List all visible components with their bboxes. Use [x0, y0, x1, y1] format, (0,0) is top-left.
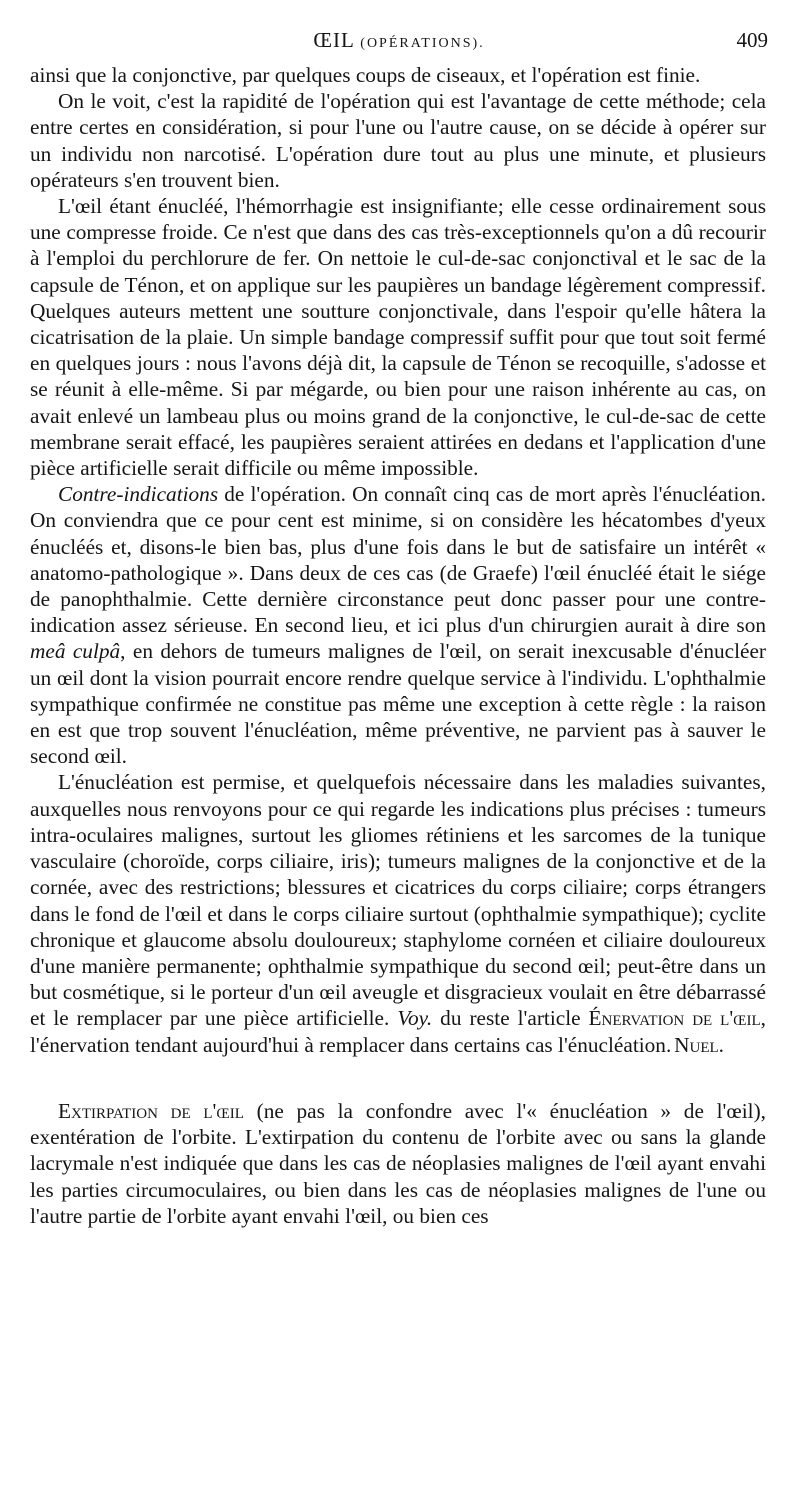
paragraph-rapidity: On le voit, c'est la rapidité de l'opération qui est l'avantage de cette méthode; cela entre certes en considération, si pour l'une ou l'autre cause, on se décide à opérer sur un individu non narcotisé. L'opération dure tout au plus une minute, et plusieurs opérateurs s'en trouvent bien.	[30, 89, 766, 192]
paragraph-extirpation	[30, 1098, 766, 1229]
page-number: 409	[736, 28, 768, 52]
extirpation-heading: Extirpation de l'œil	[58, 1098, 244, 1123]
author-signature: Nuel.	[674, 1032, 724, 1057]
indications-text-b: du reste l'article	[432, 1006, 589, 1031]
contraindications-text-b: , en dehors de tumeurs malignes de l'œil, on serait inexcusable d'énucléer un œil dont la vision pourrait encore rendre quelque service à l'individu. L'ophthalmie sympathique confirmée ne constitue pas même une exception à cette règle : la raison en est que trop souvent l'énucléation, même préventive, ne parvient pas à sauver le second œil.	[30, 639, 766, 769]
running-title	[30, 28, 768, 53]
contraindications-heading: Contre-indications	[58, 482, 219, 507]
running-title-sub: (OPÉRATIONS).	[360, 36, 485, 51]
paragraph-hemorrhage: L'œil étant énucléé, l'hémorrhagie est insignifiante; elle cesse ordinairement sous une compresse froide. Ce n'est que dans des cas très-exceptionnels qu'on a dû recourir à l'emploi du perchlorure de fer. On nettoie le cul-de-sac conjonctival et le sac de la capsule de Ténon, et on applique sur les paupières un bandage légèrement compressif. Quelques auteurs mettent une soutture conjonctivale, dans l'espoir qu'elle hâtera la cicatrisation de la plaie. Un simple bandage compressif suffit pour que tout soit fermé en quelques jours : nous l'avons déjà dit, la capsule de Ténon se recoquille, s'adosse et se réunit à elle-même. Si par mégarde, ou bien pour une raison inhérente au cas, on avait enlevé un lambeau plus ou moins grand de la conjonctive, le cul-de-sac de cette membrane serait effacé, les paupières seraient attirées en dedans et l'application d'une pièce artificielle serait difficile ou même impossible.	[30, 194, 766, 481]
text-body	[30, 62, 766, 1229]
enervation-reference: Énervation de l'œil	[588, 1006, 761, 1031]
contraindications-text-a: de l'opération. On connaît cinq cas de mort après l'énucléation. On conviendra que ce pour cent est minime, si on considère les hécatombes d'yeux énucléés et, disons-le bien bas, plus d'une fois dans le but de satisfaire un intérêt « anatomo-pathologique ». Dans deux de ces cas (de Graefe) l'œil énucléé était le siége de panophthalmie. Cette dernière circonstance peut donc passer pour une contre-indication assez sérieuse. En second lieu, et ici plus d'un chirurgien aurait à dire son	[30, 482, 766, 638]
extirpation-text: (ne pas la confondre avec l'« énucléation » de l'œil), exentération de l'orbite. L'extirpation du contenu de l'orbite avec ou sans la glande lacrymale n'est indiquée que dans les cas de néoplasies malignes de l'œil ayant envahi les parties circumoculaires, ou bien dans les cas de néoplasies malignes de l'une ou l'autre partie de l'orbite ayant envahi l'œil, ou bien ces	[30, 1098, 766, 1228]
indications-text-a: L'énucléation est permise, et quelquefois nécessaire dans les maladies suivantes, auxquelles nous renvoyons pour ce qui regarde les indications plus précises : tumeurs intra-oculaires malignes, surtout les gliomes rétiniens et les sarcomes de la tunique vasculaire (choroïde, corps ciliaire, iris); tumeurs malignes de la conjonctive et de la cornée, avec des restrictions; blessures et cicatrices du corps ciliaire; corps étrangers dans le fond de l'œil et dans le corps ciliaire surtout (ophthalmie sympathique); cyclite chronique et glaucome absolu douloureux; staphylome cornéen et ciliaire douloureux d'une manière permanente; ophthalmie sympathique du second œil; peut-être dans un but cosmétique, si le porteur d'un œil aveugle et disgracieux voulait en être débarrassé et le remplacer par une pièce artificielle.	[30, 770, 766, 1031]
section-gap	[30, 1058, 766, 1098]
paragraph-continuation: ainsi que la conjonctive, par quelques coups de ciseaux, et l'opération est finie.	[30, 63, 701, 87]
indications-text-c: , l'énervation tendant aujourd'hui à remplacer dans certains cas l'énucléation.	[30, 1006, 766, 1057]
running-title-main: ŒIL	[313, 28, 355, 52]
running-header	[30, 28, 768, 58]
paragraph-contraindications	[30, 481, 766, 769]
paragraph-indications	[30, 769, 766, 1057]
voy-italic: Voy.	[397, 1006, 433, 1031]
mea-culpa-italic: meâ culpâ	[30, 639, 121, 664]
